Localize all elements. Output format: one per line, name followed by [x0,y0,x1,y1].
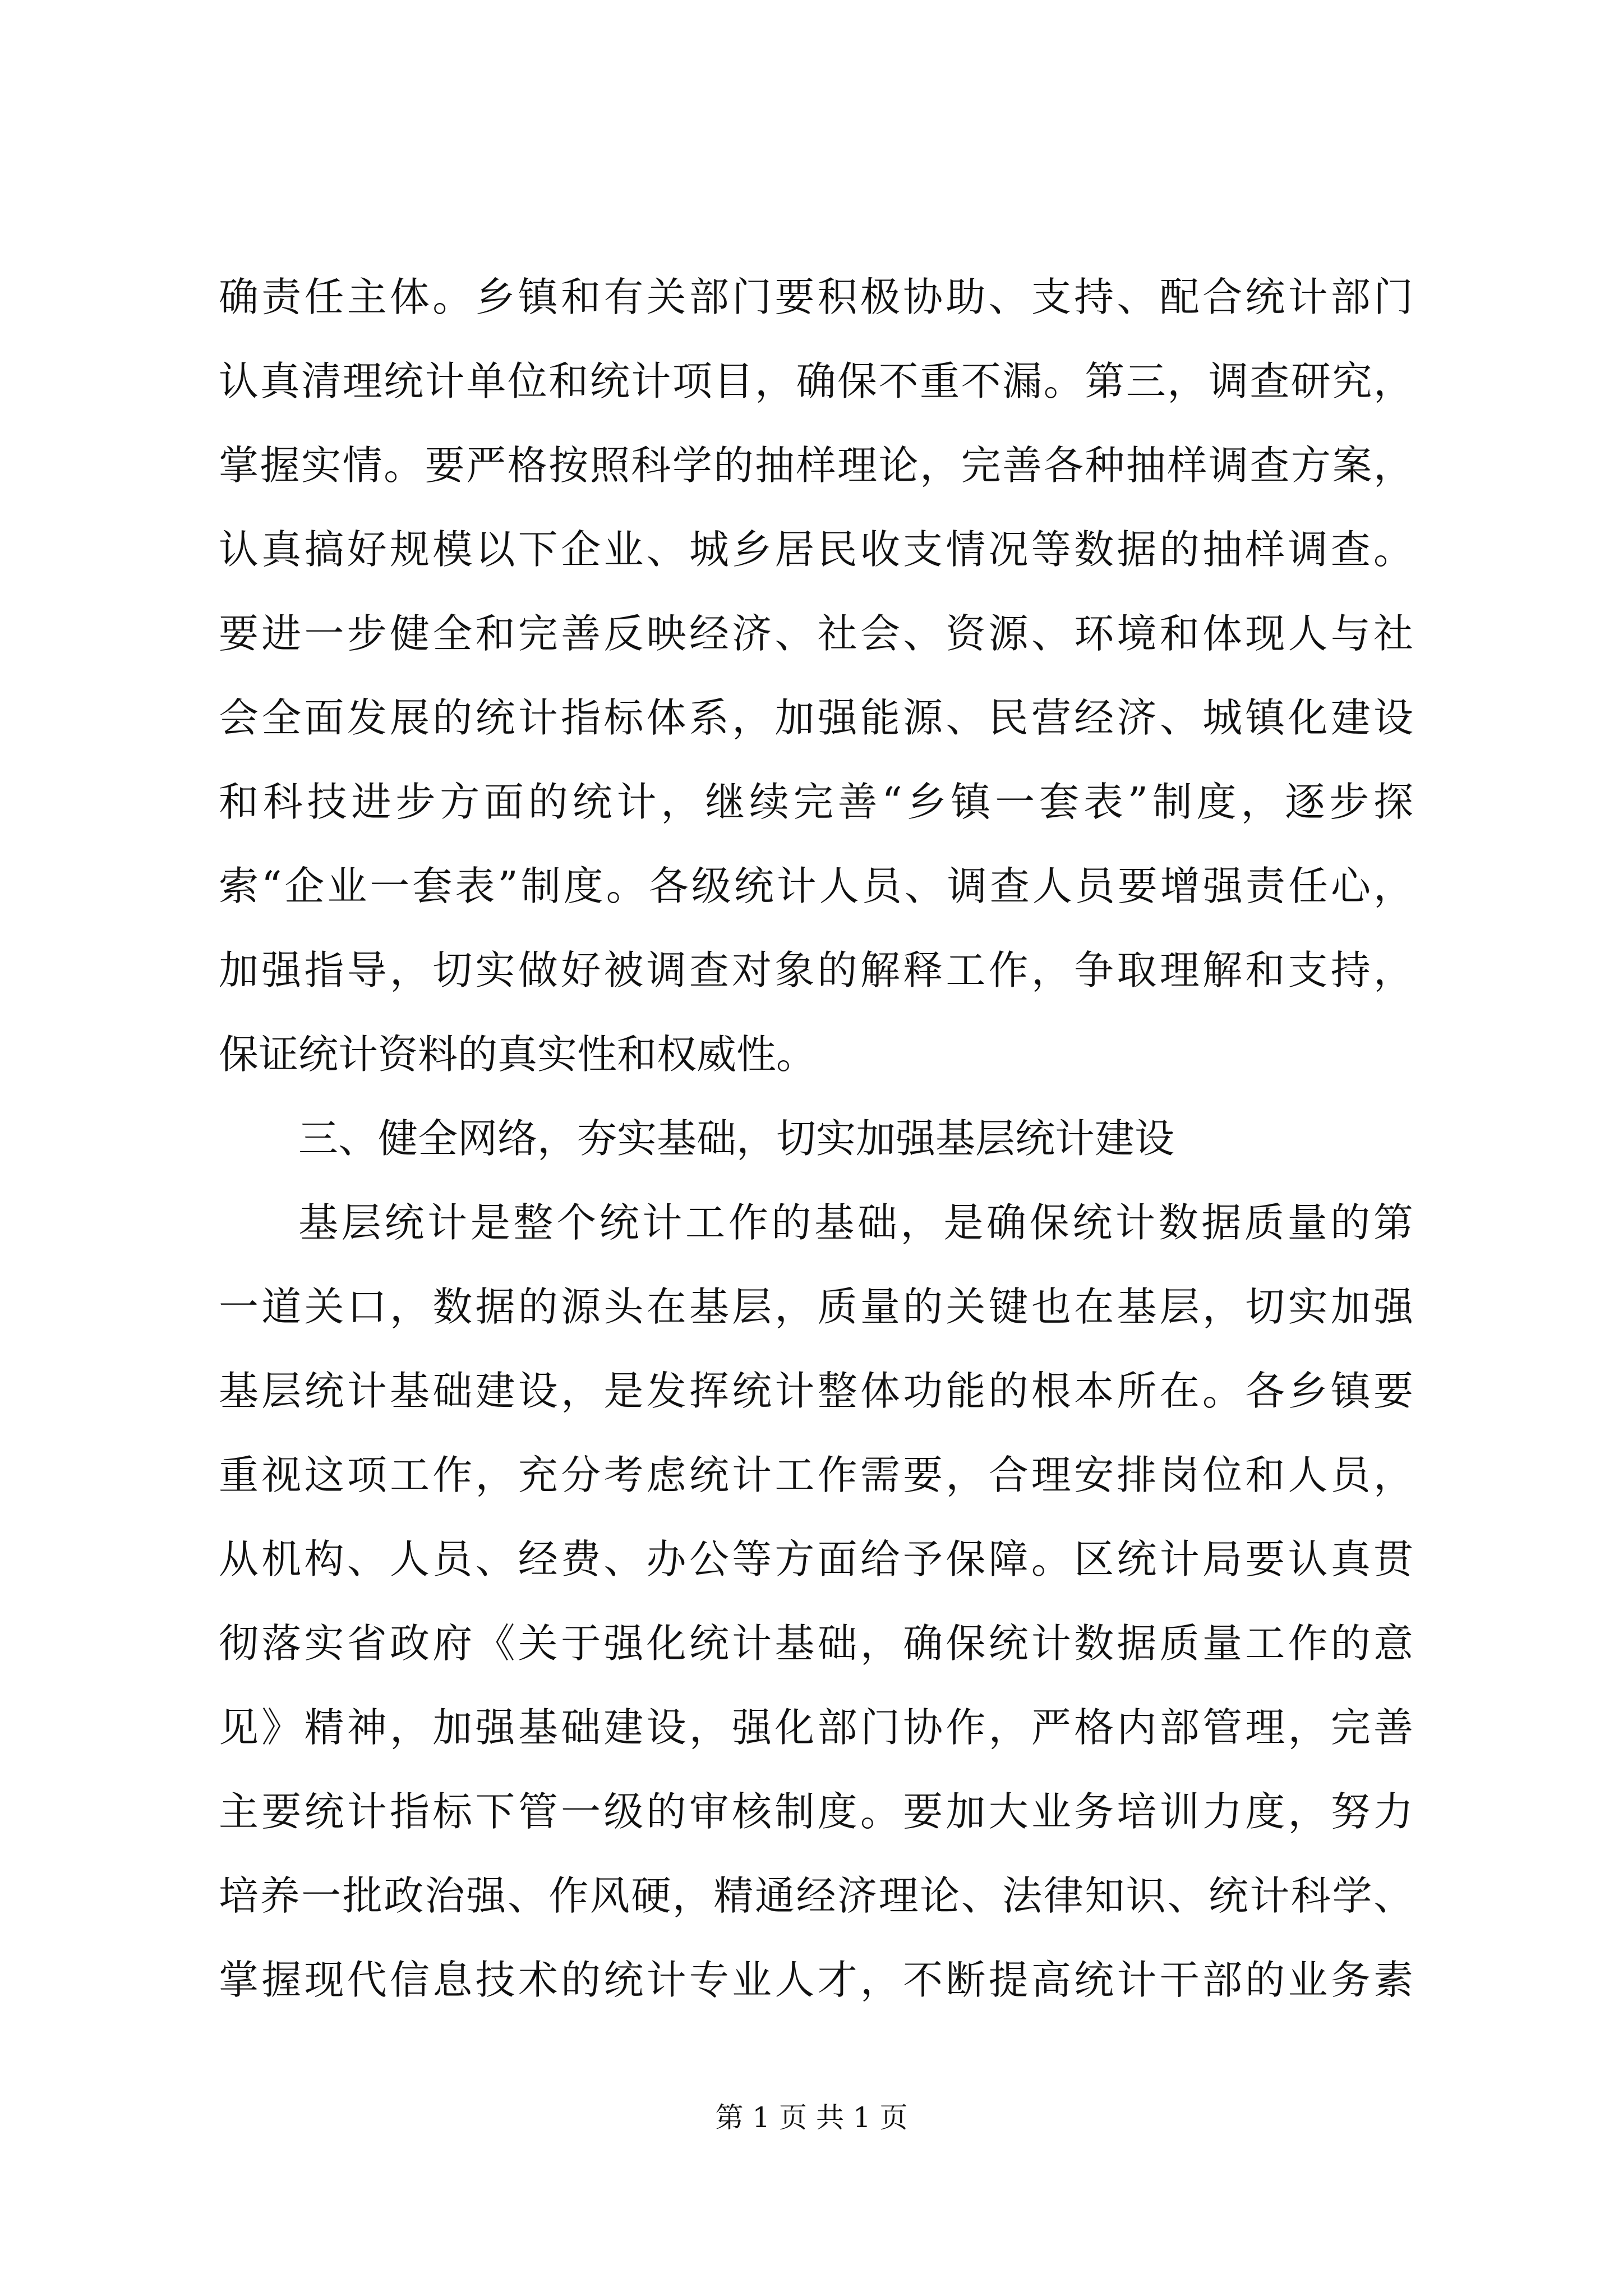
body-line: 要进一步健全和完善反映经济、社会、资源、环境和体现人与社 [219,610,1413,657]
body-line: 掌握实情。要严格按照科学的抽样理论，完善各种抽样调查方案， [219,442,1413,489]
body-line: 会全面发展的统计指标体系，加强能源、民营经济、城镇化建设 [219,694,1413,741]
page-footer: 第 1 页 共 1 页 [715,2101,908,2134]
body-line: 确责任主体。乡镇和有关部门要积极协助、支持、配合统计部门 [219,274,1413,320]
body-line: 主要统计指标下管一级的审核制度。要加大业务培训力度，努力 [219,1788,1413,1835]
body-line: 从机构、人员、经费、办公等方面给予保障。区统计局要认真贯 [219,1536,1413,1582]
body-line: 基层统计是整个统计工作的基础，是确保统计数据质量的第 [298,1199,1413,1246]
section-heading: 三、健全网络，夯实基础，切实加强基层统计建设 [298,1115,1175,1162]
body-line: 见》精神，加强基础建设，强化部门协作，严格内部管理，完善 [219,1704,1413,1751]
body-line: 索“企业一套表”制度。各级统计人员、调查人员要增强责任心， [219,863,1413,909]
body-line: 彻落实省政府《关于强化统计基础，确保统计数据质量工作的意 [219,1620,1413,1667]
body-line: 和科技进步方面的统计，继续完善“乡镇一套表”制度，逐步探 [219,779,1413,825]
body-line: 认真清理统计单位和统计项目，确保不重不漏。第三，调查研究， [219,358,1413,404]
body-line: 培养一批政治强、作风硬，精通经济理论、法律知识、统计科学、 [219,1872,1413,1919]
body-line: 保证统计资料的真实性和权威性。 [219,1031,817,1078]
body-line: 加强指导，切实做好被调查对象的解释工作，争取理解和支持， [219,947,1413,993]
body-line: 基层统计基础建设，是发挥统计整体功能的根本所在。各乡镇要 [219,1368,1413,1414]
body-line: 重视这项工作，充分考虑统计工作需要，合理安排岗位和人员， [219,1452,1413,1498]
body-line: 一道关口，数据的源头在基层，质量的关键也在基层，切实加强 [219,1283,1413,1330]
body-line: 认真搞好规模以下企业、城乡居民收支情况等数据的抽样调查。 [219,526,1413,573]
body-line: 掌握现代信息技术的统计专业人才，不断提高统计干部的业务素 [219,1957,1413,2003]
